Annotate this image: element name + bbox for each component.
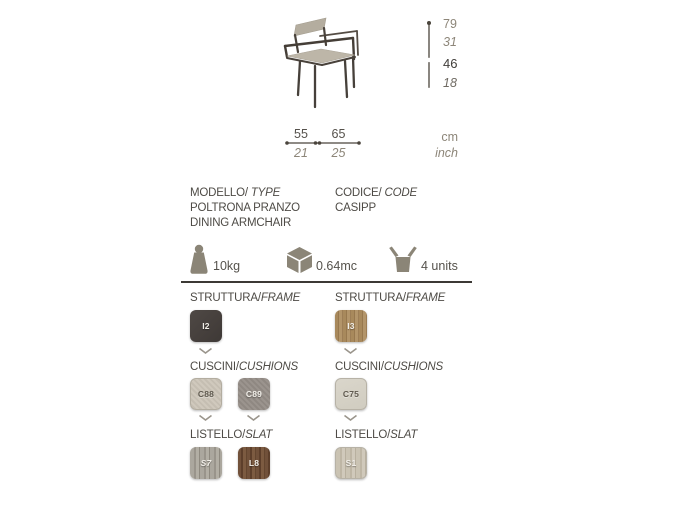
slat-title-it: LISTELLO/: [190, 429, 246, 441]
chevron-down-icon[interactable]: [198, 414, 213, 422]
cushions-title-it: CUSCINI/: [190, 361, 239, 373]
model-name-english: DINING ARMCHAIR: [190, 217, 292, 229]
product-code: CASIPP: [335, 202, 376, 214]
chevron-down-icon[interactable]: [343, 347, 358, 355]
swatch-code: C88: [197, 389, 215, 399]
slat-title-it: LISTELLO/: [335, 429, 391, 441]
dim-height-total-cm: 79: [443, 17, 457, 31]
frame-title-it: STRUTTURA/: [335, 292, 406, 304]
dim-depth-cm: 55: [294, 127, 308, 141]
cushions-title-it: CUSCINI/: [335, 361, 384, 373]
swatch-code: C89: [245, 389, 263, 399]
dim-width-cm: 65: [331, 127, 346, 141]
code-label: [335, 187, 417, 200]
model-label-it: MODELLO/: [190, 187, 248, 199]
dim-seat-height-inch: 18: [443, 76, 457, 90]
slat-title-en: SLAT: [245, 429, 273, 441]
code-label-it: CODICE/: [335, 187, 382, 199]
frame-title-en: FRAME: [405, 292, 446, 304]
frame-swatch-I2[interactable]: [190, 310, 222, 342]
units-value: 4 units: [421, 259, 458, 273]
chevron-down-icon[interactable]: [246, 414, 261, 422]
dim-height-total-inch: 31: [443, 35, 457, 49]
swatch-code: L8: [248, 458, 260, 468]
swatch-code: I2: [202, 321, 210, 331]
frame-swatch-I3[interactable]: [335, 310, 367, 342]
model-label: [190, 187, 280, 200]
unit-cm-label: cm: [441, 130, 458, 144]
packaging-box-icon: [388, 246, 418, 273]
slat-swatch-S7[interactable]: [190, 447, 222, 479]
model-label-en: TYPE: [250, 187, 281, 199]
swatch-code: S1: [345, 458, 357, 468]
unit-inch-label: inch: [435, 146, 458, 160]
section-divider: [181, 281, 472, 283]
cushion-swatch-C75[interactable]: [335, 378, 367, 410]
vertical-dimension-line: [422, 16, 438, 96]
frame-section-title-left: [190, 292, 300, 305]
slat-swatch-L8[interactable]: [238, 447, 270, 479]
chevron-down-icon[interactable]: [343, 414, 358, 422]
slat-title-en: SLAT: [390, 429, 418, 441]
dim-width-inch: 25: [331, 146, 346, 160]
swatch-code: C75: [342, 389, 360, 399]
volume-value: 0.64mc: [316, 259, 357, 273]
weight-icon: [188, 244, 210, 275]
dim-depth-inch: 21: [294, 146, 308, 160]
frame-section-title-right: [335, 292, 445, 305]
weight-value: 10kg: [213, 259, 241, 273]
dim-seat-height-cm: 46: [443, 56, 458, 71]
cushions-section-title-right: [335, 361, 443, 374]
cushion-swatch-C88[interactable]: [190, 378, 222, 410]
model-name-italian: POLTRONA PRANZO: [190, 202, 300, 214]
frame-title-it: STRUTTURA/: [190, 292, 261, 304]
cushions-section-title-left: [190, 361, 298, 374]
frame-title-en: FRAME: [260, 292, 301, 304]
chevron-down-icon[interactable]: [198, 347, 213, 355]
slat-swatch-S1[interactable]: [335, 447, 367, 479]
slat-section-title-right: [335, 429, 417, 442]
cushion-swatch-C89[interactable]: [238, 378, 270, 410]
swatch-code: S7: [200, 458, 212, 468]
chair-illustration: [268, 5, 392, 117]
cushions-title-en: CUSHIONS: [238, 361, 298, 373]
code-label-en: CODE: [384, 187, 417, 199]
slat-section-title-left: [190, 429, 272, 442]
volume-cube-icon: [286, 246, 313, 274]
cushions-title-en: CUSHIONS: [383, 361, 443, 373]
swatch-code: I3: [347, 321, 355, 331]
